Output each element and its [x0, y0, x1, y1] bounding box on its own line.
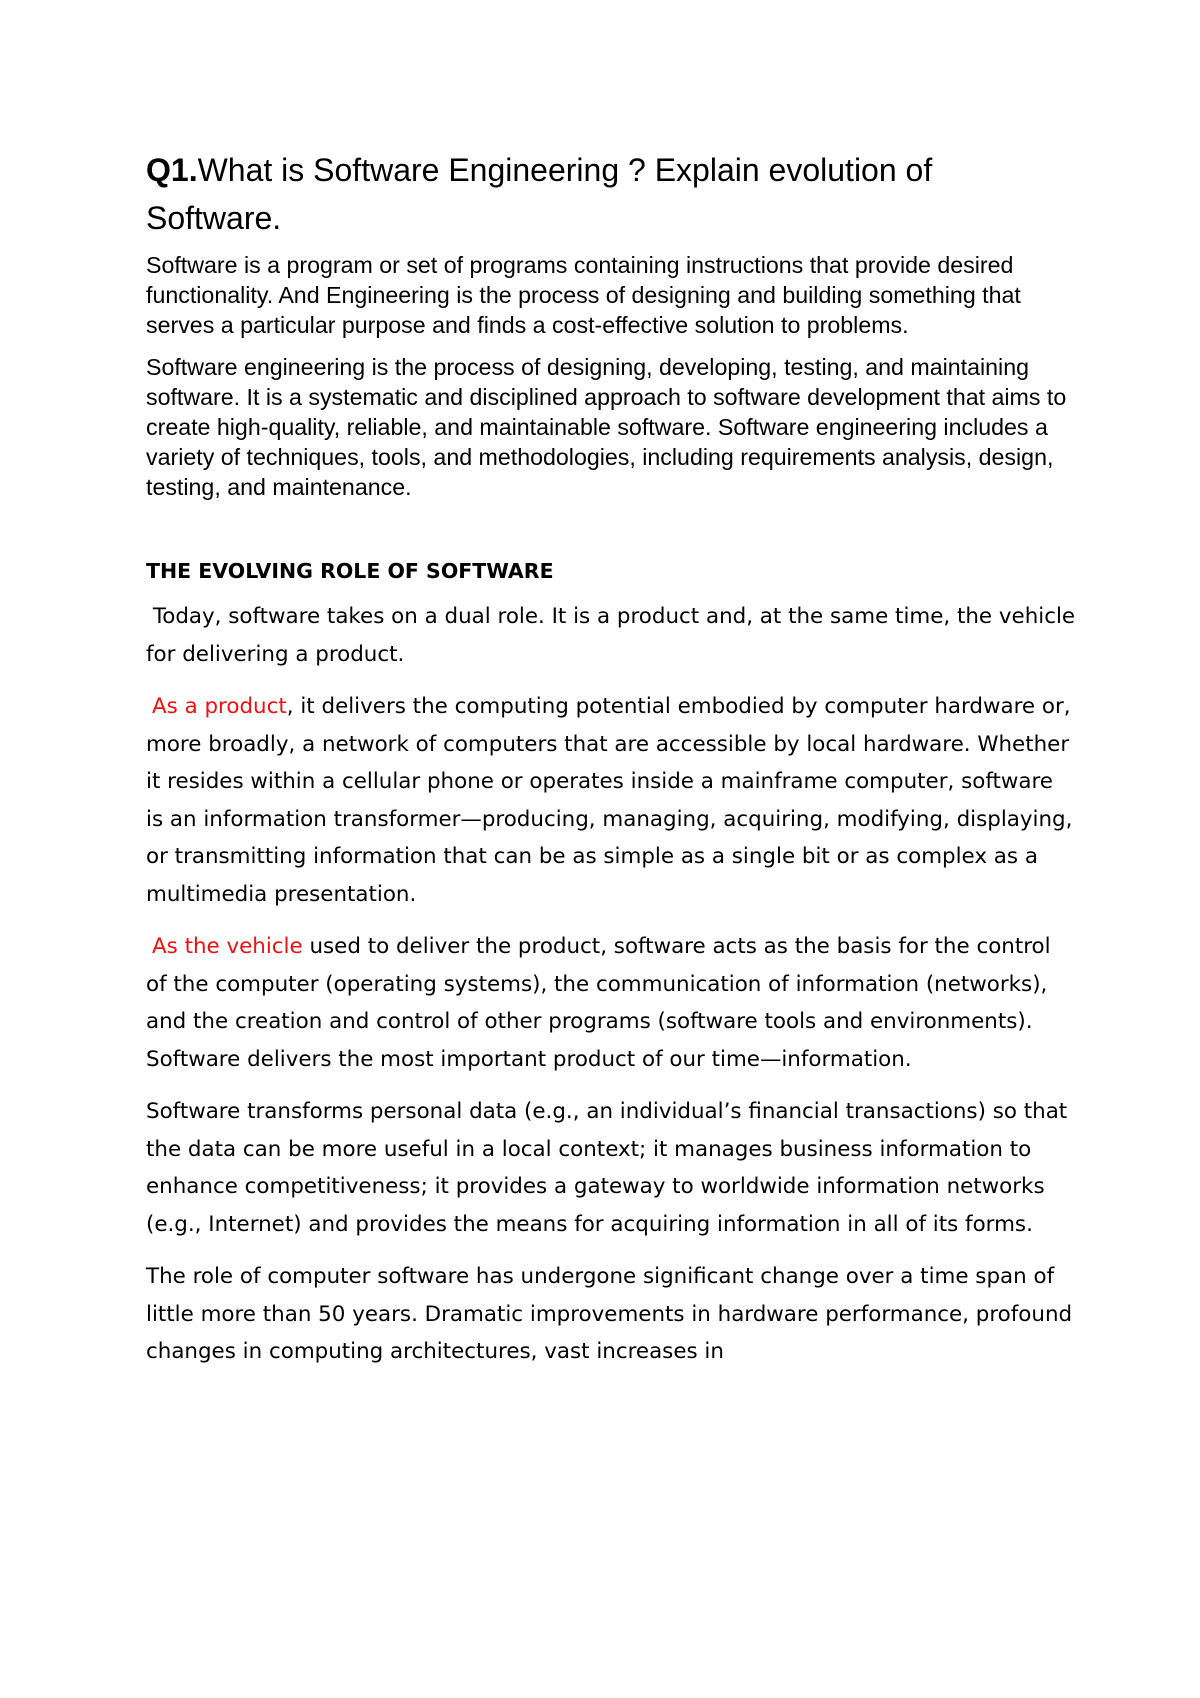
question-number: Q1. — [146, 152, 198, 188]
paragraph-as-product — [146, 688, 1076, 913]
intro-paragraph-engineering: Software engineering is the process of designing, developing, testing, and maintaining software. It is a systematic and disciplined approach to software development that aims to create high-quality, reliable, and maintainable software. Software engineering includes a variety of techniques, tools, and methodologies, including requirements analysis, design, testing, and maintenance. — [146, 354, 1067, 500]
paragraph-role-change: The role of computer software has undergone significant change over a time span of little more than 50 years. Dramatic improvements in hardware performance, profound changes in computing architectures, vast increases in — [146, 1264, 1073, 1364]
highlight-as-vehicle: As the vehicle — [152, 934, 303, 959]
question-title — [146, 146, 1076, 242]
paragraph-as-vehicle — [146, 928, 1076, 1078]
paragraph-as-vehicle-text: used to deliver the product, software acts as the basis for the control of the computer (operating systems), the communication of information (networks), and the creation and control of other programs (software tools and environments). Software delivers the most important product of our time—information. — [146, 934, 1051, 1072]
intro-paragraph-definition: Software is a program or set of programs containing instructions that provide desired functionality. And Engineering is the process of designing and building something that serves a particular purpose and finds a cost-effective solution to problems. — [146, 252, 1021, 338]
section-heading: THE EVOLVING ROLE OF SOFTWARE — [146, 559, 554, 583]
document-body — [146, 146, 1082, 1386]
paragraph-transforms-data: Software transforms personal data (e.g., an individual’s financial transactions) so that the data can be more useful in a local context; it manages business information to enhance competitiveness; it provides a gateway to worldwide information networks (e.g., Internet) and provides the means for acquiring information in all of its forms. — [146, 1099, 1068, 1237]
highlight-as-product: As a product — [152, 694, 287, 719]
question-text: What is Software Engineering ? Explain evolution of Software. — [146, 152, 933, 236]
paragraph-dual-role: Today, software takes on a dual role. It is a product and, at the same time, the vehicle for delivering a product. — [146, 604, 1082, 667]
paragraph-as-product-text: , it delivers the computing potential embodied by computer hardware or, more broadly, a network of computers that are accessible by local hardware. Whether it resides within a cellular phone or operates inside a mainframe computer, software is an information transformer—producing, managing, acquiring, modifying, displaying, or transmitting information that can be as simple as a single bit or as complex as a multimedia presentation. — [146, 694, 1073, 907]
